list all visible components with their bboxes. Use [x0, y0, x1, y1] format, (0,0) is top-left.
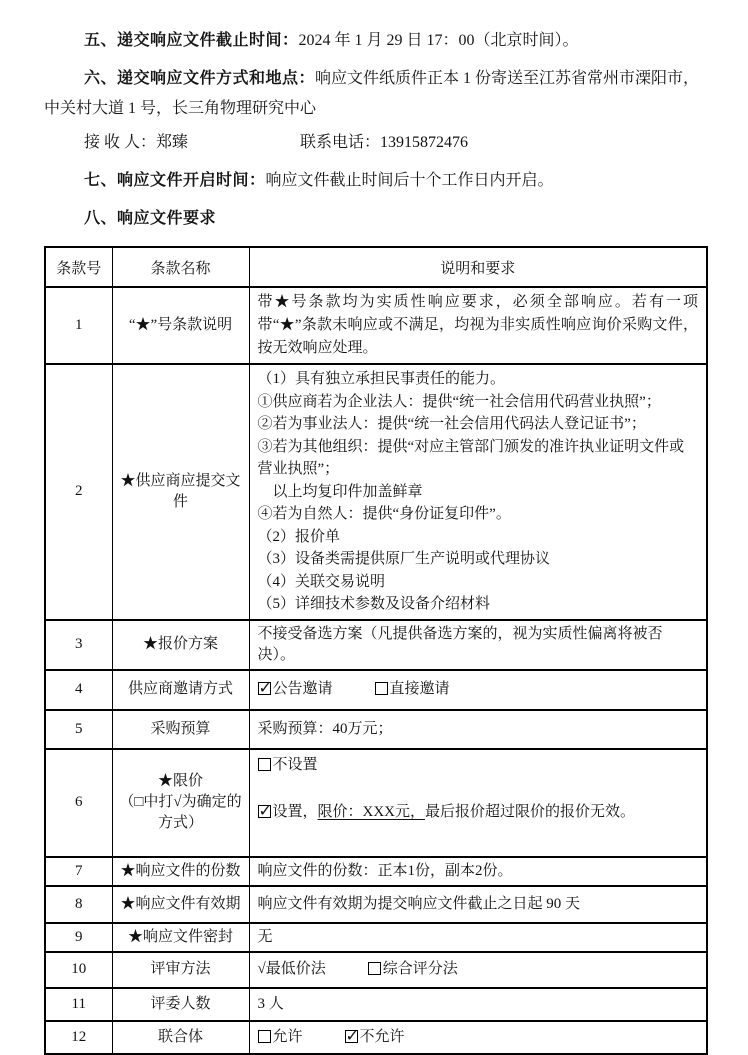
clause-name: 供应商邀请方式 — [112, 670, 249, 710]
submit-doc-line: ②若为事业法人：提供“统一社会信用代码法人登记证书”； — [257, 416, 646, 432]
table-row-9 — [45, 923, 707, 952]
clause-name-line2: （□中打√为确定的方式） — [119, 794, 242, 831]
table-row-7 — [45, 857, 707, 886]
table-row-1 — [45, 287, 707, 364]
header-clause-name: 条款名称 — [112, 247, 249, 287]
table-row-8 — [45, 886, 707, 923]
checkbox-unchecked-icon — [375, 682, 388, 695]
table-header-row — [45, 247, 707, 287]
table-row-2 — [45, 364, 707, 620]
clause-no: 2 — [45, 364, 112, 620]
clause-desc — [249, 1021, 707, 1054]
contact-line — [44, 130, 706, 156]
checkbox-unchecked-icon — [258, 1030, 271, 1043]
header-clause-no: 条款号 — [45, 247, 112, 287]
table-row-12 — [45, 1021, 707, 1054]
clause-name: ★响应文件有效期 — [112, 886, 249, 923]
clause-name-line1: ★限价 — [157, 773, 203, 789]
clause-no: 11 — [45, 988, 112, 1021]
checkbox-checked-icon — [258, 805, 271, 818]
clause-desc: 采购预算：40万元； — [249, 710, 707, 749]
clause-desc — [249, 670, 707, 710]
header-clause-desc: 说明和要求 — [249, 247, 707, 287]
clause-desc — [249, 364, 707, 620]
clause-name: ★响应文件的份数 — [112, 857, 249, 886]
clause-name — [112, 749, 249, 857]
checkbox-checked-icon — [345, 1030, 358, 1043]
option-lowest-price: √最低价法 — [257, 961, 326, 977]
section-deadline-text: 2024 年 1 月 29 日 17：00（北京时间）。 — [298, 32, 579, 49]
clause-name: 联合体 — [112, 1021, 249, 1054]
clause-no: 7 — [45, 857, 112, 886]
checkbox-unchecked-icon — [368, 962, 381, 975]
clause-name: ★响应文件密封 — [112, 923, 249, 952]
option-label: 综合评分法 — [382, 961, 458, 977]
section-requirements-heading — [44, 204, 706, 234]
submit-doc-line: （2）报价单 — [257, 528, 341, 545]
option-label: 不允许 — [359, 1028, 405, 1045]
section-opening — [44, 166, 706, 196]
contact-receiver: 接 收 人：郑臻 — [84, 134, 189, 151]
checkbox-unchecked-icon — [258, 758, 271, 771]
submit-doc-line: ③若为其他组织：提供“对应主管部门颁发的准许执业证明文件或营业执照”； — [257, 438, 685, 477]
option-public-invite — [258, 681, 333, 697]
clause-desc: 不接受备选方案（凡提供备选方案的，视为实质性偏离将被否决）。 — [249, 620, 707, 670]
clause-no: 6 — [45, 749, 112, 857]
option-label-prefix: 设置， — [272, 803, 318, 820]
clause-no: 5 — [45, 710, 112, 749]
submit-doc-line: ④若为自然人：提供“身份证复印件”。 — [257, 506, 511, 522]
clause-no: 9 — [45, 923, 112, 952]
table-row-6 — [45, 749, 707, 857]
clause-name: “★”号条款说明 — [112, 287, 249, 364]
limit-option-none — [258, 755, 699, 776]
submit-doc-line: （5）详细技术参数及设备介绍材料 — [257, 596, 491, 612]
option-comprehensive-score — [368, 961, 458, 977]
section-deadline-label: 五、递交响应文件截止时间： — [84, 32, 299, 49]
section-delivery-label: 六、递交响应文件方式和地点： — [84, 70, 316, 87]
clause-desc: 响应文件的份数：正本1份，副本2份。 — [249, 857, 707, 886]
section-requirements-label: 八、响应文件要求 — [84, 210, 217, 227]
submit-doc-line: （1）具有独立承担民事责任的能力。 — [257, 371, 506, 387]
section-deadline — [44, 26, 706, 56]
option-label: 公告邀请 — [272, 681, 333, 697]
table-row-10 — [45, 952, 707, 988]
table-row-5 — [45, 710, 707, 749]
clause-no: 3 — [45, 620, 112, 670]
clause-desc: 响应文件有效期为提交响应文件截止之日起 90 天 — [249, 886, 707, 923]
option-label: 允许 — [272, 1028, 303, 1045]
checkbox-checked-icon — [258, 682, 271, 695]
clause-no: 12 — [45, 1021, 112, 1054]
clause-name: ★报价方案 — [112, 620, 249, 670]
clause-no: 4 — [45, 670, 112, 710]
table-row-4 — [45, 670, 707, 710]
option-direct-invite — [375, 681, 450, 697]
clause-name: 采购预算 — [112, 710, 249, 749]
option-label: 不设置 — [272, 756, 318, 773]
table-row-11 — [45, 988, 707, 1021]
section-opening-label: 七、响应文件开启时间： — [84, 172, 266, 189]
section-opening-text: 响应文件截止时间后十个工作日内开启。 — [265, 172, 554, 189]
submit-doc-line: （4）关联交易说明 — [257, 573, 386, 590]
limit-price-underlined: 限价：XXX元， — [317, 803, 426, 820]
section-delivery — [44, 64, 706, 124]
submit-doc-line: 以上均复印件加盖鲜章 — [272, 483, 423, 500]
requirements-table — [44, 246, 708, 1055]
clause-desc — [249, 952, 707, 988]
clause-desc: 3 人 — [249, 988, 707, 1021]
table-row-3 — [45, 620, 707, 670]
submit-doc-line: ①供应商若为企业法人：提供“统一社会信用代码营业执照”； — [257, 393, 661, 410]
clause-name: ★供应商应提交文件 — [112, 364, 249, 620]
clause-desc: 无 — [249, 923, 707, 952]
clause-no: 10 — [45, 952, 112, 988]
clause-desc — [249, 749, 707, 857]
option-disallow — [345, 1029, 405, 1045]
clause-no: 1 — [45, 287, 112, 364]
section-delivery-text: 响应文件纸质件正本 1 份寄送至江苏省常州市溧阳市，中关村大道 1 号，长三角物理研究中心 — [44, 70, 700, 117]
option-label: 直接邀请 — [389, 681, 450, 697]
clause-no: 8 — [45, 886, 112, 923]
clause-name: 评审方法 — [112, 952, 249, 988]
option-allow — [258, 1029, 303, 1045]
clause-desc: 带★号条款均为实质性响应要求，必须全部响应。若有一项带“★”条款未响应或不满足，均视为非实质性响应询价采购文件，按无效响应处理。 — [249, 287, 707, 364]
clause-name: 评委人数 — [112, 988, 249, 1021]
submit-doc-line: （3）设备类需提供原厂生产说明或代理协议 — [257, 551, 551, 567]
option-label-suffix: 最后报价超过限价的报价无效。 — [425, 803, 636, 820]
contact-phone: 联系电话：13915872476 — [300, 134, 469, 151]
limit-option-set — [258, 802, 699, 823]
